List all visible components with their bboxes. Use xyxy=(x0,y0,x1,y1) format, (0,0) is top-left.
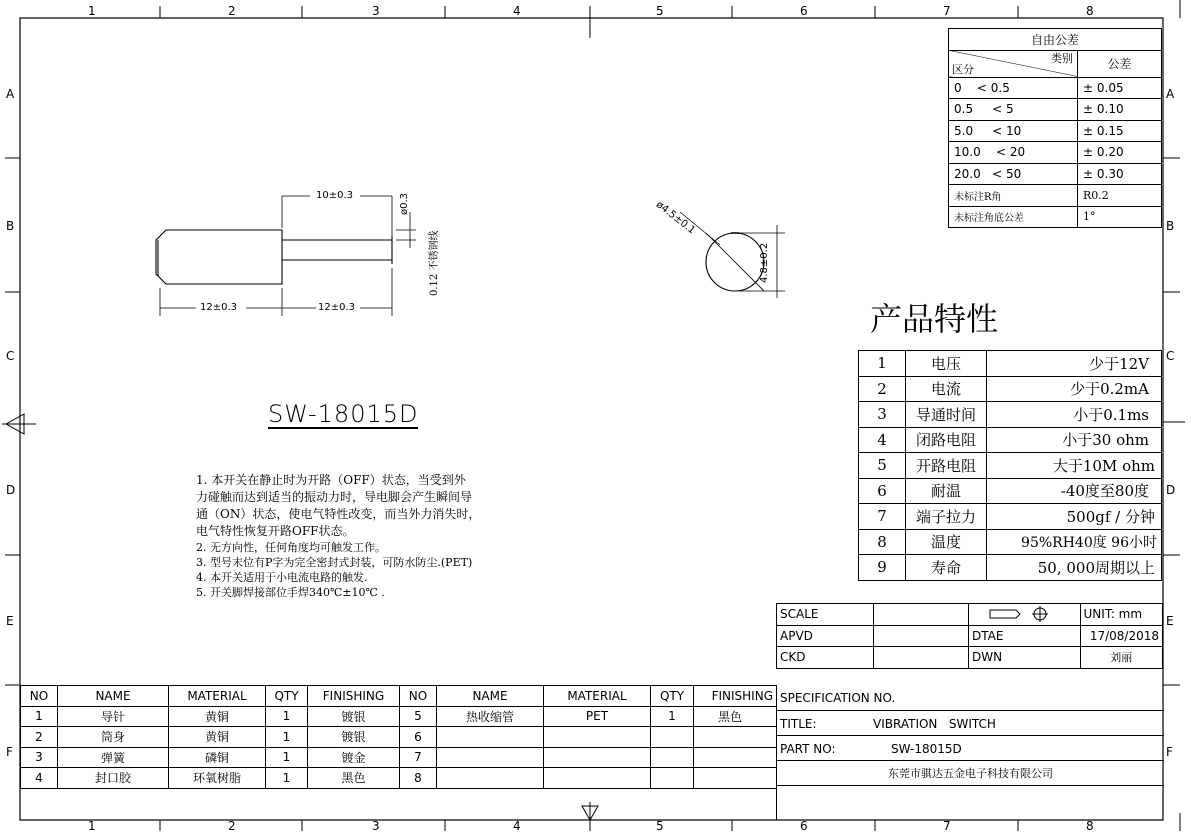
col-label: 7 xyxy=(943,4,951,18)
note-line: 1. 本开关在静止时为开路（OFF）状态，当受到外 xyxy=(196,473,466,487)
row-label: C xyxy=(6,349,15,363)
col-label: 1 xyxy=(88,819,96,833)
model-name: SW-18015D xyxy=(268,400,419,428)
col-label: 8 xyxy=(1086,4,1094,18)
tolerance-row: 10.0 < 20 ± 0.20 xyxy=(949,142,1162,164)
note-line: 电气特性恢复开路OFF状态。 xyxy=(196,524,355,538)
title-row xyxy=(777,711,1164,736)
apvd-label: APVD xyxy=(777,625,874,647)
spec-table xyxy=(858,350,1162,581)
dim-end-height: 4.8±0.2 xyxy=(759,242,770,283)
bom-header: NO NAME MATERIAL QTY FINISHING NO NAME MATERIAL QTY FINISHING xyxy=(21,686,777,707)
spec-no-label: SPECIFICATION NO. xyxy=(777,686,1164,711)
row-label: F xyxy=(1166,745,1173,759)
row-label: F xyxy=(6,745,13,759)
row-label: E xyxy=(6,614,14,628)
unit-label: UNIT: mm xyxy=(1080,604,1162,626)
tolerance-row: 未标注角底公差 1° xyxy=(949,206,1162,228)
spec-row: 3 导通时间 小于0.1ms xyxy=(859,402,1162,428)
spec-row: 9 寿命 50, 000周期以上 xyxy=(859,555,1162,581)
bom-row: 2 筒身 黄铜 1 镀银 6 xyxy=(21,727,777,748)
note-line: 5. 开关脚焊接部位手焊340℃±10℃ . xyxy=(196,586,385,599)
company-name: 东莞市骐达五金电子科技有限公司 xyxy=(777,761,1164,786)
note-line: 力碰触而达到适当的振动力时，导电脚会产生瞬间导 xyxy=(196,490,473,504)
dim-length-wire: 10±0.3 xyxy=(316,190,354,201)
col-label: 5 xyxy=(656,4,664,18)
dwn-value: 刘丽 xyxy=(1080,647,1162,669)
note-line: 4. 本开关适用于小电流电路的触发. xyxy=(196,571,368,584)
row-label: E xyxy=(1166,614,1174,628)
part-value: SW-18015D xyxy=(891,742,962,756)
tolerance-table xyxy=(948,28,1162,228)
notes xyxy=(196,472,480,600)
ckd-label: CKD xyxy=(777,647,874,669)
row-label: D xyxy=(6,483,16,497)
col-label: 4 xyxy=(513,4,521,18)
bom-row: 3 弹簧 磷铜 1 镀金 7 xyxy=(21,747,777,768)
tolerance-header-zone: 区分 xyxy=(952,62,974,76)
note-line: 通（ON）状态，使电气特性改变，而当外力消失时， xyxy=(196,507,481,521)
spec-row: 2 电流 少于0.2mA xyxy=(859,376,1162,402)
part-row xyxy=(777,736,1164,761)
tolerance-row: 5.0 < 10 ± 0.15 xyxy=(949,120,1162,142)
scale-label: SCALE xyxy=(777,604,874,626)
col-label: 6 xyxy=(800,819,808,833)
wire-material-note: 0.12 不锈钢线 xyxy=(429,230,440,296)
col-label: 4 xyxy=(513,819,521,833)
date-value: 17/08/2018 xyxy=(1080,625,1162,647)
title-block xyxy=(776,603,1163,669)
dwn-label: DWN xyxy=(969,647,1081,669)
row-label: A xyxy=(6,87,15,101)
spec-row: 4 闭路电阻 小于30 ohm xyxy=(859,427,1162,453)
col-label: 3 xyxy=(372,819,380,833)
dim-wire-diameter: ø0.3 xyxy=(399,192,410,215)
row-label: A xyxy=(1166,87,1175,101)
note-line: 3. 型号末位有P字为完全密封式封装，可防水防尘.(PET) xyxy=(196,556,473,569)
note-line: 2. 无方向性，任何角度均可触发工作。 xyxy=(196,541,386,554)
bom-table xyxy=(20,685,777,789)
col-label: 6 xyxy=(800,4,808,18)
row-label: C xyxy=(1166,349,1175,363)
row-label: D xyxy=(1166,483,1176,497)
row-label: B xyxy=(1166,219,1175,233)
col-label: 5 xyxy=(656,819,664,833)
tolerance-header-split xyxy=(949,50,1078,77)
bom-row: 4 封口胶 环氧树脂 1 黑色 8 xyxy=(21,768,777,789)
date-label: DTAE xyxy=(969,625,1081,647)
tolerance-header-tol: 公差 xyxy=(1078,50,1162,77)
title-label: TITLE: xyxy=(780,717,817,731)
title-value: VIBRATION SWITCH xyxy=(873,717,996,731)
col-label: 3 xyxy=(372,4,380,18)
row-label: B xyxy=(6,219,15,233)
spec-row: 6 耐温 -40度至80度 xyxy=(859,478,1162,504)
spec-info-block xyxy=(776,686,1164,820)
bom-row: 1 导针 黄铜 1 镀银 5 热收缩管 PET 1 黑色 xyxy=(21,706,777,727)
spec-title: 产品特性 xyxy=(870,300,999,338)
col-label: 2 xyxy=(228,819,236,833)
dim-body-diameter: ø4.5±0.1 xyxy=(653,199,698,237)
col-label: 7 xyxy=(943,819,951,833)
spec-row: 5 开路电阻 大于10M ohm xyxy=(859,453,1162,479)
col-label: 2 xyxy=(228,4,236,18)
projection-symbol-icon xyxy=(969,604,1081,626)
col-label: 1 xyxy=(88,4,96,18)
spec-row: 1 电压 少于12V xyxy=(859,351,1162,377)
tolerance-row: 0.5 < 5 ± 0.10 xyxy=(949,99,1162,121)
spec-row: 8 温度 95%RH40度 96小时 xyxy=(859,529,1162,555)
tolerance-row: 未标注R角 R0.2 xyxy=(949,185,1162,207)
tolerance-title: 自由公差 xyxy=(949,29,1162,51)
tolerance-row: 0 < 0.5 ± 0.05 xyxy=(949,77,1162,99)
spec-row: 7 端子拉力 500gf / 分钟 xyxy=(859,504,1162,530)
tolerance-row: 20.0 < 50 ± 0.30 xyxy=(949,163,1162,185)
col-label: 8 xyxy=(1086,819,1094,833)
tolerance-header-category: 类别 xyxy=(1051,51,1073,65)
part-label: PART NO: xyxy=(780,742,836,756)
dim-length-body: 12±0.3 xyxy=(200,302,238,313)
dim-length-lead: 12±0.3 xyxy=(318,302,356,313)
